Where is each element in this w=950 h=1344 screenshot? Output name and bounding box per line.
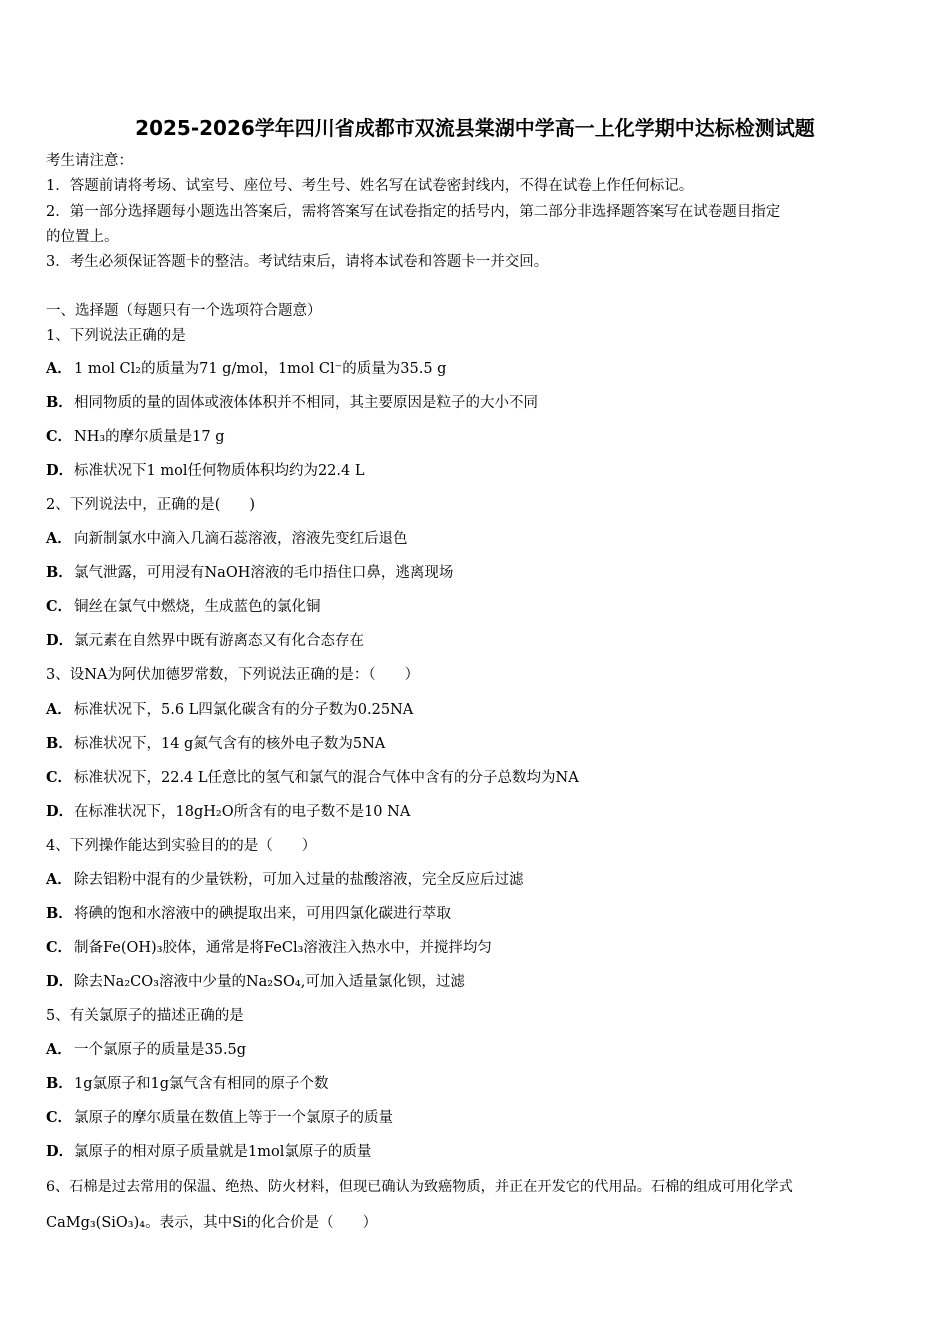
option-letter: A． [46, 1041, 72, 1058]
question-3-option-d [46, 802, 410, 822]
question-6-stem-line-2: CaMg₃(SiO₃)₄。表示，其中Si的化合价是（ ） [46, 1215, 378, 1231]
option-text: 向新制氯水中滴入几滴石蕊溶液，溶液先变红后退色 [74, 531, 408, 547]
option-letter: A． [46, 871, 72, 888]
option-text: 标准状况下，14 g氮气含有的核外电子数为5NA [74, 736, 386, 752]
question-4-option-c [46, 938, 492, 958]
option-letter: B． [46, 905, 73, 922]
question-3-option-c [46, 768, 579, 788]
option-text: 1g氯原子和1g氯气含有相同的原子个数 [74, 1076, 329, 1092]
option-letter: C． [46, 939, 73, 956]
question-1-option-a [46, 359, 446, 379]
option-letter: D． [46, 632, 74, 649]
option-text: 一个氯原子的质量是35.5g [74, 1042, 247, 1058]
notice-item-2: 2．第一部分选择题每小题选出答案后，需将答案写在试卷指定的括号内，第二部分非选择题答案写在试卷题目指定 [46, 204, 781, 220]
question-1-option-b [46, 393, 538, 413]
question-5-option-b [46, 1074, 329, 1094]
option-text: NH₃的摩尔质量是17 g [74, 429, 225, 445]
section-heading: 一、选择题（每题只有一个选项符合题意） [46, 303, 322, 319]
page-title: 2025-2026学年四川省成都市双流县棠湖中学高一上化学期中达标检测试题 [135, 116, 815, 140]
option-letter: D． [46, 973, 74, 990]
option-text: 相同物质的量的固体或液体体积并不相同，其主要原因是粒子的大小不同 [74, 395, 538, 411]
option-text: 除去Na₂CO₃溶液中少量的Na₂SO₄,可加入适量氯化钡，过滤 [74, 974, 465, 990]
question-1-option-d [46, 461, 364, 481]
question-4-option-d [46, 972, 465, 992]
question-4-option-a [46, 870, 524, 890]
notice-item-2-cont: 的位置上。 [46, 229, 119, 245]
option-letter: D． [46, 803, 74, 820]
question-6-stem-line-1: 6、石棉是过去常用的保温、绝热、防火材料，但现已确认为致癌物质，并正在开发它的代用品。石棉的组成可用化学式 [46, 1179, 793, 1195]
question-5-option-a [46, 1040, 246, 1060]
notice-heading: 考生请注意： [46, 153, 133, 169]
question-3-stem: 3、设NA为阿伏加德罗常数，下列说法正确的是：（ ） [46, 667, 420, 683]
question-2-stem: 2、下列说法中，正确的是( ) [46, 497, 256, 513]
option-text: 标准状况下，22.4 L任意比的氢气和氯气的混合气体中含有的分子总数均为NA [74, 770, 579, 786]
option-text: 氯元素在自然界中既有游离态又有化合态存在 [74, 633, 364, 649]
notice-item-1: 1．答题前请将考场、试室号、座位号、考生号、姓名写在试卷密封线内，不得在试卷上作任何标记。 [46, 178, 694, 194]
question-1-stem: 1、下列说法正确的是 [46, 328, 186, 344]
option-letter: D． [46, 462, 74, 479]
option-letter: A． [46, 701, 72, 718]
option-letter: C． [46, 769, 73, 786]
question-4-option-b [46, 904, 451, 924]
option-text: 氯原子的摩尔质量在数值上等于一个氯原子的质量 [74, 1110, 393, 1126]
question-2-option-c [46, 597, 321, 617]
option-letter: C． [46, 598, 73, 615]
option-text: 氯气泄露，可用浸有NaOH溶液的毛巾捂住口鼻，逃离现场 [74, 565, 454, 581]
option-text: 铜丝在氯气中燃烧，生成蓝色的氯化铜 [74, 599, 321, 615]
question-5-stem: 5、有关氯原子的描述正确的是 [46, 1008, 244, 1024]
option-letter: B． [46, 1075, 73, 1092]
question-5-option-c [46, 1108, 393, 1128]
question-2-option-a [46, 529, 408, 549]
question-1-option-c [46, 427, 225, 447]
option-letter: C． [46, 1109, 73, 1126]
question-5-option-d [46, 1142, 371, 1162]
option-text: 1 mol Cl₂的质量为71 g/mol，1mol Cl⁻的质量为35.5 g [74, 361, 447, 377]
option-letter: A． [46, 360, 72, 377]
question-2-option-d [46, 631, 364, 651]
option-text: 将碘的饱和水溶液中的碘提取出来，可用四氯化碳进行萃取 [74, 906, 451, 922]
option-text: 在标准状况下，18gH₂O所含有的电子数不是10 NA [74, 804, 411, 820]
option-text: 制备Fe(OH)₃胶体，通常是将FeCl₃溶液注入热水中，并搅拌均匀 [74, 940, 492, 956]
question-4-stem: 4、下列操作能达到实验目的的是（ ） [46, 838, 317, 854]
option-letter: C． [46, 428, 73, 445]
option-letter: B． [46, 394, 73, 411]
option-letter: A． [46, 530, 72, 547]
option-letter: B． [46, 564, 73, 581]
question-3-option-a [46, 700, 413, 720]
option-text: 除去铝粉中混有的少量铁粉，可加入过量的盐酸溶液，完全反应后过滤 [74, 872, 524, 888]
option-letter: D． [46, 1143, 74, 1160]
option-text: 标准状况下1 mol任何物质体积均约为22.4 L [74, 463, 365, 479]
option-text: 氯原子的相对原子质量就是1mol氯原子的质量 [74, 1144, 372, 1160]
notice-item-3: 3．考生必须保证答题卡的整洁。考试结束后，请将本试卷和答题卡一并交回。 [46, 254, 549, 270]
option-text: 标准状况下，5.6 L四氯化碳含有的分子数为0.25NA [74, 702, 414, 718]
question-2-option-b [46, 563, 453, 583]
option-letter: B． [46, 735, 73, 752]
question-3-option-b [46, 734, 385, 754]
